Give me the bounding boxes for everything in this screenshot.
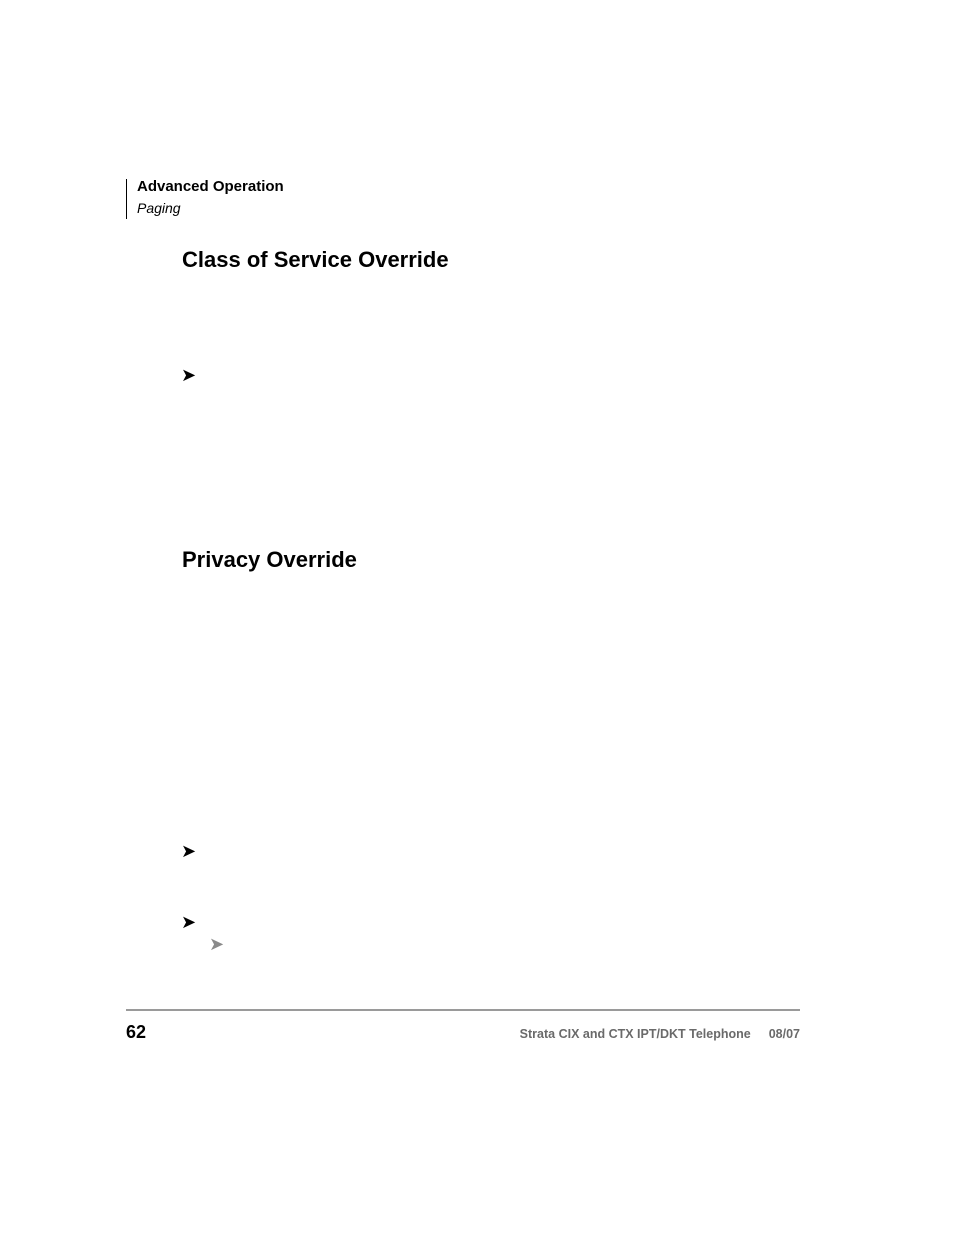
arrow-bullet-icon: ➤: [181, 841, 197, 861]
header-rule: [126, 179, 127, 219]
footer-date: 08/07: [768, 1027, 800, 1041]
running-header-title: Advanced Operation: [137, 178, 284, 195]
arrow-bullet-icon: ➤: [181, 365, 197, 385]
section-heading-class-of-service-override: Class of Service Override: [182, 247, 449, 272]
footer-document-info: [520, 1026, 800, 1042]
section-heading-privacy-override: Privacy Override: [182, 547, 357, 572]
footer-document-title: Strata CIX and CTX IPT/DKT Telephone: [519, 1027, 751, 1041]
sub-arrow-bullet-icon: ➤: [209, 934, 225, 954]
footer-rule: [126, 1009, 800, 1011]
page-number: 62: [126, 1022, 147, 1042]
running-header-subtitle: Paging: [137, 200, 181, 216]
arrow-bullet-icon: ➤: [181, 912, 197, 932]
